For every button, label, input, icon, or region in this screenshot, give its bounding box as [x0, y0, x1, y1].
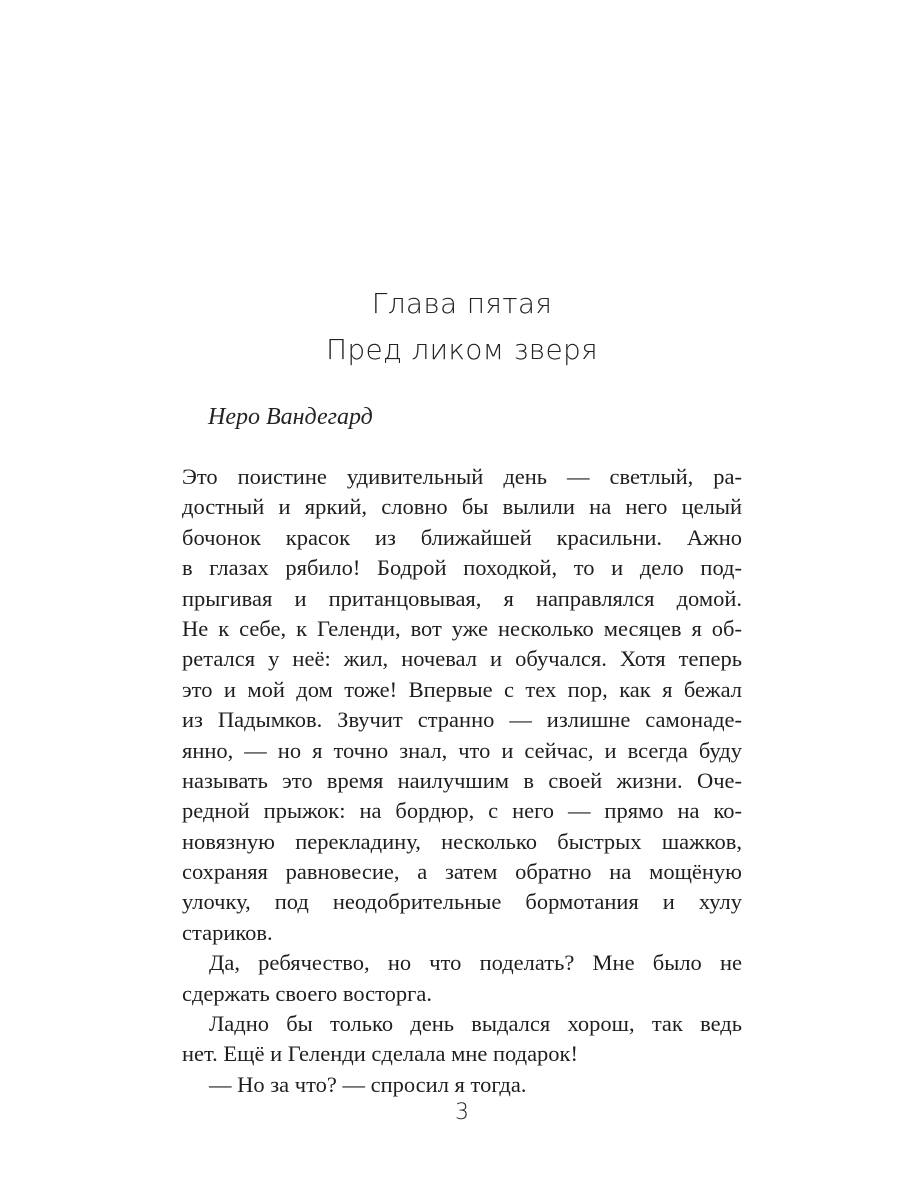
text-line: улочку, под неодобрительные бормотания и хулу — [182, 889, 742, 915]
text-line: Да, ребячество, но что поделать? Мне было не — [209, 950, 742, 976]
text-line: достный и яркий, словно бы вылили на него целый — [182, 494, 742, 520]
section-author-heading: Неро Вандегард — [208, 404, 373, 430]
text-line: в глазах рябило! Бодрой походкой, то и дело под- — [182, 555, 742, 581]
chapter-title: Пред ликом зверя — [326, 333, 598, 366]
body-text — [182, 462, 742, 1100]
text-line: — Но за что? — спросил я тогда. — [209, 1071, 527, 1097]
text-line: стариков. — [182, 919, 273, 945]
text-line: янно, — но я точно знал, что и сейчас, и всегда буду — [182, 737, 742, 763]
text-line: Ладно бы только день выдался хорош, так ведь — [209, 1011, 742, 1037]
text-line: называть это время наилучшим в своей жизни. Оче- — [182, 767, 742, 793]
text-line: прыгивая и пританцовывая, я направлялся домой. — [182, 585, 742, 611]
text-line: сохраняя равновесие, а затем обратно на мощёную — [182, 859, 742, 885]
text-line: нет. Ещё и Геленди сделала мне подарок! — [182, 1041, 578, 1067]
chapter-number-title: Глава пятая — [371, 287, 553, 320]
page-number: 3 — [455, 1100, 469, 1125]
text-line: Это поистине удивительный день — светлый, ра- — [182, 464, 742, 489]
chapter-heading — [182, 281, 742, 373]
text-line: сдержать своего восторга. — [182, 980, 432, 1006]
text-line: из Падымков. Звучит странно — излишне самонаде- — [182, 707, 742, 733]
text-line: Не к себе, к Геленди, вот уже несколько месяцев я об- — [182, 615, 742, 641]
text-line: редной прыжок: на бордюр, с него — прямо на ко- — [182, 798, 742, 824]
text-line: это и мой дом тоже! Впервые с тех пор, как я бежал — [182, 676, 742, 702]
text-line: новязную перекладину, несколько быстрых шажков, — [182, 828, 742, 854]
text-line: бочонок красок из ближайшей красильни. Ажно — [182, 524, 742, 550]
text-line: ретался у неё: жил, ночевал и обучался. Хотя теперь — [182, 646, 742, 672]
